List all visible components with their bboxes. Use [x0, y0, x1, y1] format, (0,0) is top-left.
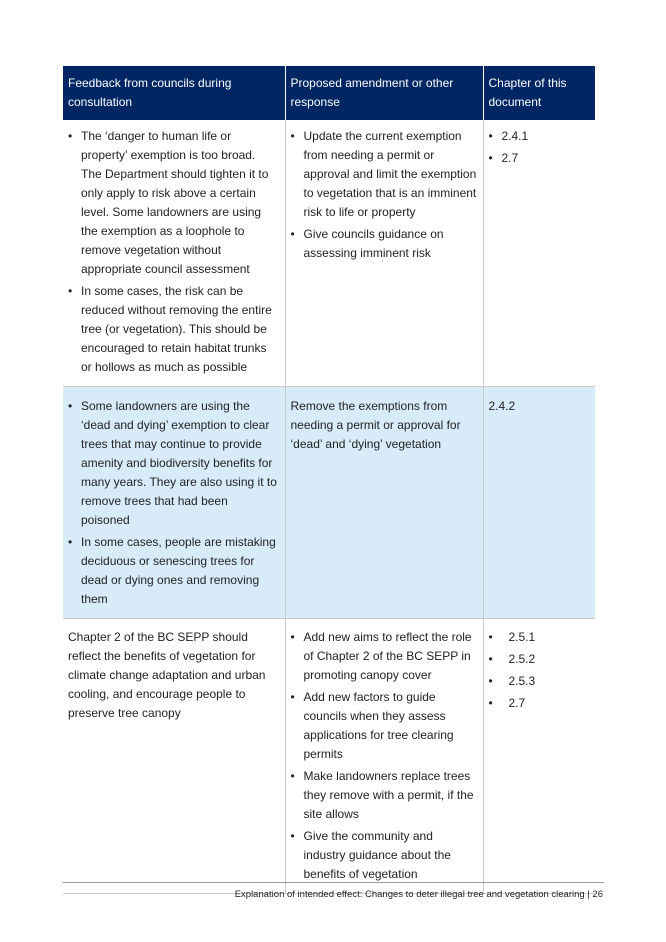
chapter-ref: • 2.4.1 — [489, 127, 590, 146]
list-item: • In some cases, people are mistaking deciduous or senescing trees for dead or dying ones and removing them — [68, 533, 279, 609]
table-row — [63, 387, 595, 619]
page-footer: Explanation of intended effect: Changes to deter illegal tree and vegetation clearing | 26 — [234, 889, 603, 900]
chapter-ref: • 2.7 — [489, 149, 590, 168]
chapter-cell — [483, 120, 595, 387]
list-item: • In some cases, the risk can be reduced without removing the entire tree (or vegetation). This should be encouraged to retain habitat trunks or hollows as much as possible — [68, 282, 279, 377]
consultation-feedback-table — [63, 66, 595, 894]
response-cell — [285, 619, 483, 894]
list-item: • The ‘danger to human life or property’ exemption is too broad. The Department should tighten it to only apply to risk above a certain level. Some landowners are using the exemption as a loophole to remove vegetation without appropriate council assessment — [68, 127, 279, 279]
list-item: • Give councils guidance on assessing imminent risk — [291, 225, 477, 263]
response-text: Remove the exemptions from needing a permit or approval for ‘dead’ and ‘dying’ vegetation — [290, 399, 461, 451]
header-feedback: Feedback from councils during consultation — [63, 66, 285, 120]
response-cell — [285, 387, 483, 619]
feedback-cell — [63, 120, 285, 387]
response-cell — [285, 120, 483, 387]
chapter-cell — [483, 387, 595, 619]
chapter-ref: • 2.5.1 — [489, 628, 590, 647]
table-header-row — [63, 66, 595, 120]
chapter-ref: • 2.5.2 — [489, 650, 590, 669]
chapter-ref: 2.4.2 — [488, 399, 516, 413]
table-row — [63, 619, 595, 894]
list-item: • Make landowners replace trees they remove with a permit, if the site allows — [291, 767, 477, 824]
table-row — [63, 120, 595, 387]
feedback-text: Chapter 2 of the BC SEPP should reflect the benefits of vegetation for climate change adaptation and urban cooling, and encourage people to preserve tree canopy — [68, 630, 266, 720]
chapter-ref: • 2.5.3 — [489, 672, 590, 691]
header-chapter: Chapter of this document — [483, 66, 595, 120]
feedback-cell — [63, 387, 285, 619]
list-item: • Update the current exemption from needing a permit or approval and limit the exemption to vegetation that is an imminent risk to life or property — [291, 127, 477, 222]
feedback-cell — [63, 619, 285, 894]
chapter-ref: • 2.7 — [489, 694, 590, 713]
chapter-cell — [483, 619, 595, 894]
list-item: • Give the community and industry guidance about the benefits of vegetation — [291, 827, 477, 884]
header-response: Proposed amendment or other response — [285, 66, 483, 120]
footer-divider — [63, 882, 604, 883]
list-item: • Some landowners are using the ‘dead and dying’ exemption to clear trees that may continue to provide amenity and biodiversity benefits for many years. They are also using it to remove trees that had been poisoned — [68, 397, 279, 530]
list-item: • Add new aims to reflect the role of Chapter 2 of the BC SEPP in promoting canopy cover — [291, 628, 477, 685]
list-item: • Add new factors to guide councils when they assess applications for tree clearing permits — [291, 688, 477, 764]
